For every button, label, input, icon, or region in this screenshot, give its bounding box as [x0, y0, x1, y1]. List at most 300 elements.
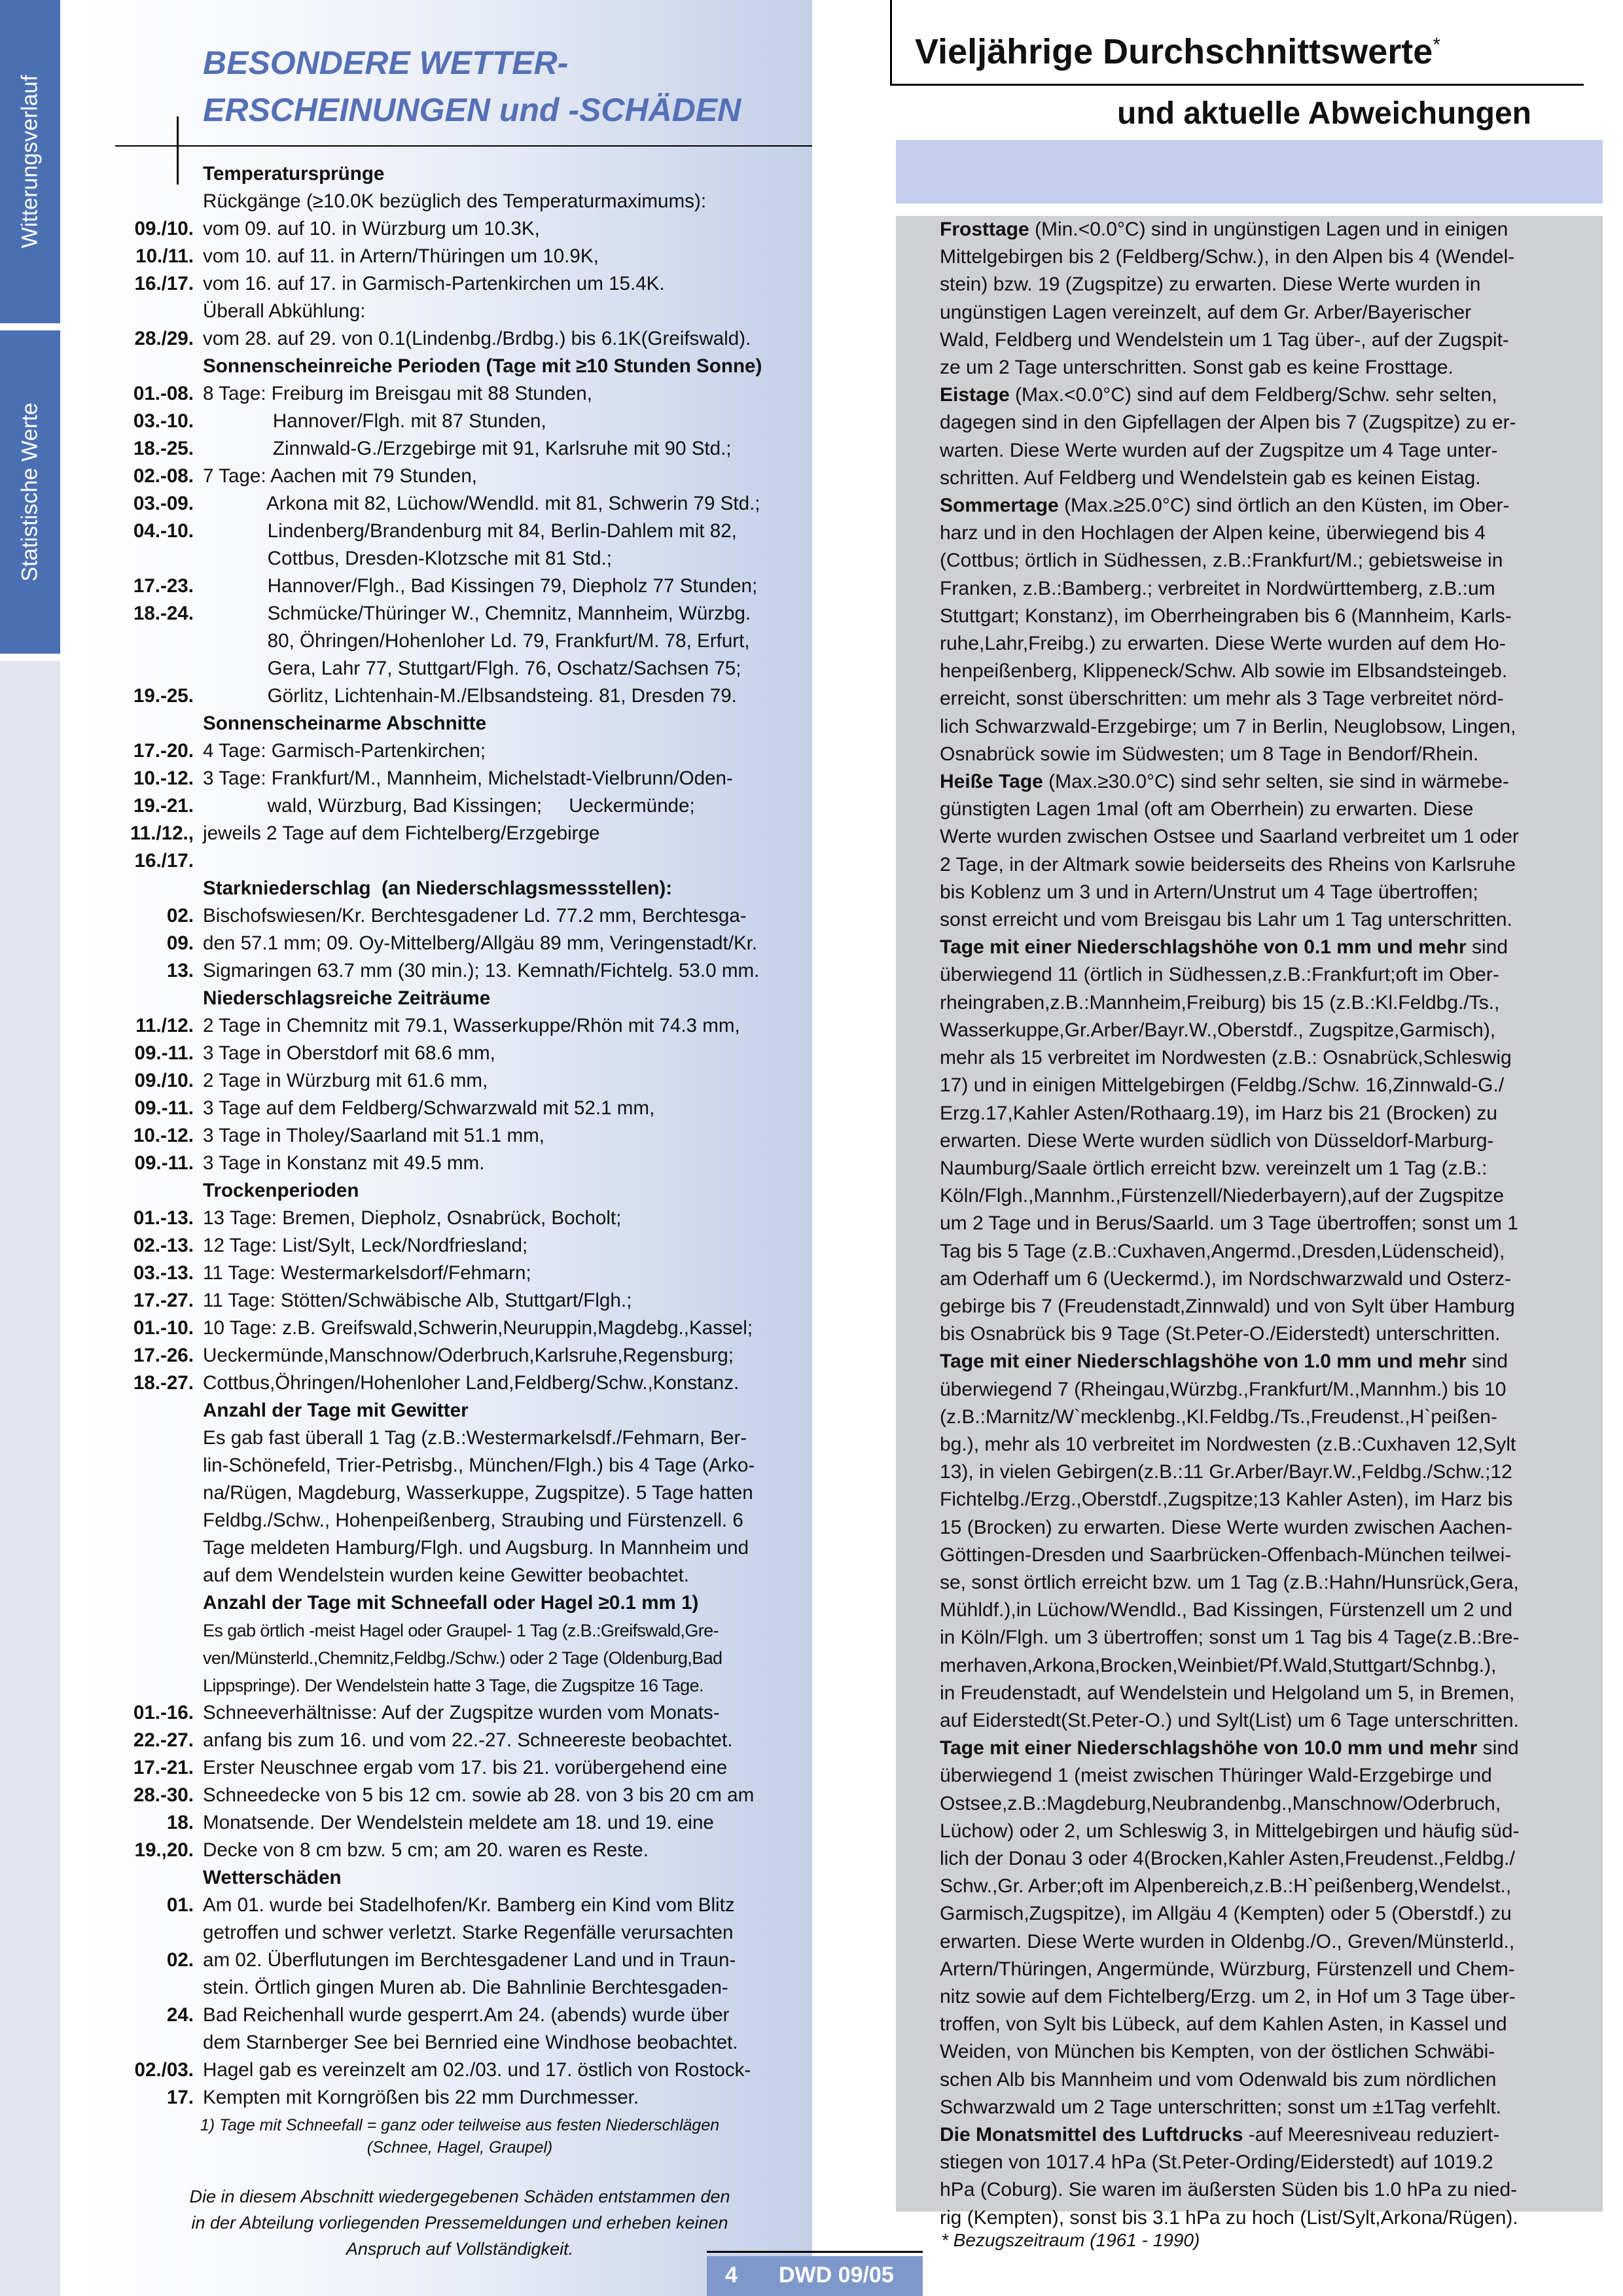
event-text: Es gab örtlich -meist Hagel oder Graupel- 1 Tag (z.B.:Greifswald,Gre-: [203, 1621, 719, 1640]
event-row: [108, 463, 812, 490]
event-text: Kempten mit Korngrößen bis 22 mm Durchmesser.: [203, 2087, 639, 2108]
event-text: Schneedecke von 5 bis 12 cm. sowie ab 28. von 3 bis 20 cm am: [203, 1784, 755, 1806]
subsection-heading: Trockenperioden: [203, 1180, 359, 1201]
event-text: am 02. Überflutungen im Berchtesgadener Land und in Traun-: [203, 1949, 736, 1971]
subsection-heading: Sonnenscheinreiche Perioden (Tage mit ≥10 Stunden Sonne): [203, 355, 762, 377]
event-text: 8 Tage: Freiburg im Breisgau mit 88 Stunden,: [203, 383, 592, 404]
stats-line: troffen, von Sylt bis Lübeck, auf dem Kahlen Asten, in Kassel und: [940, 2013, 1507, 2036]
event-text: 3 Tage in Konstanz mit 49.5 mm.: [203, 1152, 485, 1174]
date-label: [108, 875, 203, 902]
event-row: [108, 1864, 812, 1892]
event-row: [108, 1562, 812, 1589]
event-text: Arkona mit 82, Lüchow/Wendld. mit 81, Schwerin 79 Std.;: [203, 493, 760, 514]
event-row: [108, 1589, 812, 1617]
event-text: Am 01. wurde bei Stadelhofen/Kr. Bamberg ein Kind vom Blitz: [203, 1894, 735, 1916]
stats-line: harz und in den Hochlagen der Alpen keine, überwiegend bis 4: [940, 522, 1486, 544]
stats-line: gebirge bis 7 (Freudenstadt,Zinnwald) und von Sylt über Hamburg: [940, 1295, 1515, 1317]
event-text: 3 Tage: Frankfurt/M., Mannheim, Michelstadt-Vielbrunn/Oden-: [203, 768, 733, 789]
event-text: 4 Tage: Garmisch-Partenkirchen;: [203, 740, 486, 762]
stats-line: Eistage (Max.<0.0°C) sind auf dem Feldberg/Schw. sehr selten,: [940, 384, 1497, 406]
event-text: Rückgänge (≥10.0K bezüglich des Temperaturmaximums):: [203, 190, 707, 212]
side-strip: [0, 661, 60, 2296]
issue-label: DWD 09/05: [779, 2263, 894, 2287]
header-bar: [896, 140, 1603, 203]
event-text: Erster Neuschnee ergab vom 17. bis 21. vorübergehend eine: [203, 1757, 728, 1778]
stats-line: Tage mit einer Niederschlagshöhe von 0.1 mm und mehr sind: [940, 936, 1508, 959]
stats-line: Köln/Flgh.,Mannhm.,Fürstenzell/Niederbayern),auf der Zugspitze: [940, 1185, 1505, 1207]
event-row: [108, 1232, 812, 1260]
event-text: Hagel gab es vereinzelt am 02./03. und 17. östlich von Rostock-: [203, 2059, 751, 2081]
subsection-heading: Anzahl der Tage mit Gewitter: [203, 1400, 469, 1421]
right-subtitle: und aktuelle Abweichungen: [1117, 96, 1531, 131]
stats-line: dagegen sind in den Gipfellagen der Alpen bis 7 (Zugspitze) zu er-: [940, 412, 1516, 434]
footnote-line: 1) Tage mit Schneefall = ganz oder teilweise aus festen Niederschlägen: [200, 2116, 720, 2134]
stats-line: Naumburg/Saale örtlich erreicht bzw. vereinzelt um 1 Tag (z.B.:: [940, 1157, 1488, 1179]
stats-line: Wald, Feldberg und Wendelstein um 1 Tag über-, auf der Zugspit-: [940, 328, 1509, 351]
stats-line: günstigten Lagen 1mal (oft am Oberrhein) zu erwarten. Diese: [940, 798, 1474, 821]
stats-line: am Oderhaff um 6 (Ueckermd.), im Nordschwarzwald und Osterz-: [940, 1267, 1512, 1290]
event-text: Lippspringe). Der Wendelstein hatte 3 Tage, die Zugspitze 16 Tage.: [203, 1676, 704, 1695]
event-text: wald, Würzburg, Bad Kissingen; Ueckermünde;: [203, 795, 695, 817]
event-text: Schneeverhältnisse: Auf der Zugspitze wurden vom Monats-: [203, 1702, 720, 1723]
event-row: [108, 435, 812, 463]
event-row: [108, 1782, 812, 1809]
stats-line: Mittelgebirgen bis 2 (Feldberg/Schw.), in den Alpen bis 4 (Wendel-: [940, 246, 1515, 268]
date-label: [108, 160, 203, 188]
event-text: 3 Tage in Oberstdorf mit 68.6 mm,: [203, 1042, 495, 1064]
date-label: 10./11.: [135, 245, 194, 267]
stats-line: warten. Diese Werte wurden auf der Zugspitze um 4 Tage unter-: [940, 439, 1498, 461]
event-row: [108, 1397, 812, 1424]
date-label: 28./29.: [134, 328, 194, 349]
stats-line: merhaven,Arkona,Brocken,Weinbiet/Pf.Wald,Stuttgart/Schnbg.),: [940, 1654, 1497, 1676]
stats-line: henpeißenberg, Klippeneck/Schw. Alb sowie im Elbsandsteingeb.: [940, 660, 1508, 682]
date-label: 19.-25.: [133, 685, 194, 707]
event-row: [108, 573, 812, 600]
stats-line: se, sonst örtlich erreicht bzw. um 1 Tag (z.B.:Hahn/Hunsrück,Gera,: [940, 1571, 1519, 1593]
stats-line: Ostsee,z.B.:Magdeburg,Neubrandenbg.,Manschnow/Oderbruch,: [940, 1792, 1501, 1814]
stats-line: bg.), mehr als 10 verbreitet im Nordwesten (z.B.:Cuxhaven 12,Sylt: [940, 1433, 1516, 1455]
event-row: [108, 1040, 812, 1067]
event-row: [108, 215, 812, 243]
event-row: [108, 490, 812, 518]
event-row: [108, 1205, 812, 1232]
event-row: [108, 1287, 812, 1315]
event-text: [203, 847, 812, 875]
event-row: [108, 1507, 812, 1534]
event-text: 13 Tage: Bremen, Diepholz, Osnabrück, Bocholt;: [203, 1207, 622, 1229]
event-row: [108, 1122, 812, 1150]
date-label: 17.-26.: [133, 1345, 194, 1366]
stats-line: ungünstigen Lagen vereinzelt, auf dem Gr. Arber/Bayerischer: [940, 301, 1472, 323]
stats-line: lich der Donau 3 oder 4(Brocken,Kahler Asten,Freudenst.,Feldbg./: [940, 1847, 1515, 1869]
stats-line: sonst erreicht und vom Breisgau bis Lahr um 1 Tag unterschritten.: [940, 909, 1512, 931]
date-label: 01.: [166, 1894, 194, 1916]
event-row: [108, 2084, 812, 2111]
stats-line: in Köln/Flgh. um 3 übertroffen; sonst um 1 Tag bis 4 Tage(z.B.:Bre-: [940, 1627, 1520, 1649]
event-text: Ueckermünde,Manschnow/Oderbruch,Karlsruhe,Regensburg;: [203, 1345, 734, 1366]
date-label: 17.-27.: [133, 1290, 194, 1311]
event-row: [108, 1919, 812, 1947]
event-row: [108, 1315, 812, 1342]
event-row: [108, 1095, 812, 1122]
event-row: [108, 270, 812, 298]
event-row: [108, 1644, 812, 1672]
event-row: [108, 1672, 812, 1699]
stats-line: in Freudenstadt, auf Wendelstein und Helgoland um 5, in Bremen,: [940, 1682, 1515, 1704]
date-label: [108, 545, 203, 573]
stats-line: Artern/Thüringen, Angermünde, Würzburg, Fürstenzell und Chem-: [940, 1958, 1515, 1980]
event-row: [108, 792, 812, 820]
stats-line: Heiße Tage (Max.≥30.0°C) sind sehr selten, sie sind in wärmebe-: [940, 771, 1509, 793]
stats-line: Mühldf.),in Lüchow/Wendld., Bad Kissingen, Fürstenzell um 2 und: [940, 1599, 1512, 1621]
event-row: [108, 188, 812, 215]
event-row: [108, 2029, 812, 2057]
date-label: [108, 1589, 203, 1617]
date-label: 17.: [166, 2087, 194, 2108]
event-text: 11 Tage: Stötten/Schwäbische Alb, Stuttgart/Flgh.;: [203, 1290, 632, 1311]
event-text: 2 Tage in Chemnitz mit 79.1, Wasserkuppe/Rhön mit 74.3 mm,: [203, 1015, 740, 1036]
event-row: [108, 1369, 812, 1397]
date-label: 02.: [166, 905, 194, 927]
event-row: [108, 2057, 812, 2084]
date-label: [108, 1617, 203, 1644]
event-row: [108, 765, 812, 792]
event-text: dem Starnberger See bei Bernried eine Windhose beobachtet.: [203, 2032, 738, 2053]
event-row: [108, 1452, 812, 1479]
date-label: 09.: [166, 932, 194, 954]
stats-line: 2 Tage, in der Altmark sowie beiderseits des Rheins von Karlsruhe: [940, 853, 1516, 875]
subsection-heading: Anzahl der Tage mit Schneefall oder Hagel ≥0.1 mm 1): [203, 1592, 699, 1614]
date-label: [108, 188, 203, 215]
date-label: 11./12.,: [130, 822, 194, 844]
divider: [890, 84, 1584, 86]
stats-line: (z.B.:Marnitz/W`mecklenbg.,Kl.Feldbg./Ts.,Freudenst.,H`peißen-: [940, 1405, 1497, 1428]
date-label: [108, 1672, 203, 1699]
divider: [890, 0, 892, 85]
date-label: 18.-27.: [133, 1372, 194, 1394]
event-row: [108, 518, 812, 545]
disclaimer-line: Anspruch auf Vollständigkeit.: [346, 2239, 574, 2259]
date-label: [108, 1864, 203, 1892]
event-row: [108, 682, 812, 710]
stats-line: 15 (Brocken) zu erwarten. Diese Werte wurden zwischen Aachen-: [940, 1516, 1512, 1538]
event-text: vom 09. auf 10. in Würzburg um 10.3K,: [203, 218, 540, 239]
event-row: [108, 1947, 812, 1974]
event-row: [108, 820, 812, 847]
event-text: Zinnwald-G./Erzgebirge mit 91, Karlsruhe mit 90 Std.;: [203, 438, 732, 459]
event-row: [108, 847, 812, 875]
event-text: Decke von 8 cm bzw. 5 cm; am 20. waren es Reste.: [203, 1839, 649, 1861]
event-row: [108, 600, 812, 627]
event-text: Gera, Lahr 77, Stuttgart/Flgh. 76, Oschatz/Sachsen 75;: [203, 658, 741, 679]
event-row: [108, 408, 812, 435]
date-label: 18.-25.: [133, 438, 194, 459]
divider: [707, 2251, 923, 2253]
date-label: 02.-13.: [133, 1235, 194, 1256]
date-label: 19.,20.: [134, 1839, 194, 1861]
event-row: [108, 325, 812, 353]
event-text: na/Rügen, Magdeburg, Wasserkuppe, Zugspitze). 5 Tage hatten: [203, 1482, 753, 1504]
event-row: [108, 930, 812, 957]
event-text: Hannover/Flgh., Bad Kissingen 79, Diepholz 77 Stunden;: [203, 575, 758, 597]
event-text: Bad Reichenhall wurde gesperrt.Am 24. (abends) wurde über: [203, 2004, 730, 2026]
subsection-heading: Starkniederschlag (an Niederschlagsmessstellen):: [203, 877, 673, 899]
section-title: [203, 39, 792, 133]
tab-label: Statistische Werte: [17, 402, 43, 582]
event-row: [108, 1177, 812, 1205]
weather-events-list: [108, 160, 812, 2262]
event-row: [108, 2002, 812, 2029]
stats-line: stiegen von 1017.4 hPa (St.Peter-Ording/Eiderstedt) auf 1019.2: [940, 2151, 1493, 2174]
event-text: 80, Öhringen/Hohenloher Ld. 79, Frankfurt/M. 78, Erfurt,: [203, 630, 750, 652]
date-label: [108, 985, 203, 1012]
stats-line: auf Eiderstedt(St.Peter-O.) und Sylt(List) um 6 Tage unterschritten.: [940, 1709, 1519, 1731]
date-label: [108, 655, 203, 682]
date-label: 10.-12.: [133, 768, 194, 789]
event-row: [108, 1617, 812, 1644]
date-label: 03.-09.: [133, 493, 194, 514]
date-label: [108, 1534, 203, 1562]
date-label: [108, 1479, 203, 1507]
stats-line: schen Alb bis Mannheim und vom Odenwald bis zum nördlichen: [940, 2068, 1497, 2091]
event-text: vom 16. auf 17. in Garmisch-Partenkirchen um 15.4K.: [203, 273, 665, 294]
event-row: [108, 985, 812, 1012]
stats-line: ze um 2 Tage unterschritten. Sonst gab es keine Frosttage.: [940, 357, 1454, 379]
stats-line: Weiden, von München bis Kempten, von der östlichen Schwäbi-: [940, 2041, 1495, 2063]
date-label: 09.-11.: [134, 1097, 194, 1119]
stats-line: mehr als 15 verbreitet im Nordwesten (z.B.: Osnabrück,Schleswig: [940, 1047, 1512, 1069]
stats-line: Stuttgart; Konstanz), im Oberrheingraben bis 6 (Mannheim, Karls-: [940, 605, 1512, 627]
date-label: 09.-11.: [134, 1152, 194, 1174]
date-label: [108, 1507, 203, 1534]
footnote: [108, 2114, 812, 2159]
event-row: [108, 1534, 812, 1562]
event-row: [108, 627, 812, 655]
stats-line: Osnabrück sowie im Südwesten; um 8 Tage in Bendorf/Rhein.: [940, 743, 1479, 765]
event-text: getroffen und schwer verletzt. Starke Regenfälle verursachten: [203, 1922, 734, 1943]
event-row: [108, 1012, 812, 1040]
event-text: ven/Münsterld.,Chemnitz,Feldbg./Schw.) oder 2 Tage (Oldenburg,Bad: [203, 1648, 722, 1668]
stats-line: überwiegend 1 (meist zwischen Thüringer Wald-Erzgebirge und: [940, 1765, 1492, 1787]
date-label: [108, 1974, 203, 2002]
stats-line: Tag bis 5 Tage (z.B.:Cuxhaven,Angermd.,Dresden,Lüdenscheid),: [940, 1240, 1505, 1262]
event-text: jeweils 2 Tage auf dem Fichtelberg/Erzgebirge: [203, 822, 600, 844]
event-text: Görlitz, Lichtenhain-M./Elbsandsteing. 81, Dresden 79.: [203, 685, 737, 707]
event-row: [108, 957, 812, 985]
date-label: 04.-10.: [133, 520, 194, 542]
event-text: Hannover/Flgh. mit 87 Stunden,: [203, 410, 546, 432]
stats-line: Garmisch,Zugspitze), im Allgäu 4 (Kempten) oder 5 (Oberstdf.) zu: [940, 1903, 1512, 1925]
date-label: 09./10.: [134, 218, 194, 239]
subsection-heading: Temperatursprünge: [203, 163, 385, 185]
event-row: [108, 710, 812, 737]
right-title: [915, 31, 1504, 72]
event-text: Cottbus, Dresden-Klotzsche mit 81 Std.;: [203, 548, 613, 569]
stats-line: Tage mit einer Niederschlagshöhe von 1.0 mm und mehr sind: [940, 1351, 1508, 1373]
event-text: lin-Schönefeld, Trier-Petrisbg., München/Flgh.) bis 4 Tage (Arko-: [203, 1455, 755, 1476]
date-label: 16./17.: [134, 850, 194, 872]
event-text: Cottbus,Öhringen/Hohenloher Land,Feldberg/Schw.,Konstanz.: [203, 1372, 740, 1394]
event-row: [108, 545, 812, 573]
stats-line: überwiegend 11 (örtlich in Südhessen,z.B.:Frankfurt;oft im Ober-: [940, 964, 1499, 986]
event-text: 2 Tage in Würzburg mit 61.6 mm,: [203, 1070, 488, 1091]
event-row: [108, 298, 812, 325]
event-row: [108, 902, 812, 930]
date-label: [108, 1177, 203, 1205]
date-label: 18.: [166, 1812, 194, 1833]
event-row: [108, 1150, 812, 1177]
stats-line: bis Koblenz um 3 und in Artern/Unstrut um 4 Tage übertroffen;: [940, 881, 1478, 903]
event-text: Lindenberg/Brandenburg mit 84, Berlin-Dahlem mit 82,: [203, 520, 737, 542]
date-label: 17.-23.: [133, 575, 194, 597]
footnote-line: (Schnee, Hagel, Graupel): [366, 2138, 553, 2157]
event-row: [108, 1727, 812, 1754]
date-label: [108, 1919, 203, 1947]
stats-line: Schwarzwald um 2 Tage unterschritten; sonst um ±1Tag verfehlt.: [940, 2096, 1501, 2118]
date-label: 01.-10.: [133, 1317, 194, 1339]
stats-line: Erzg.17,Kahler Asten/Rothaarg.19), im Harz bis 21 (Brocken) zu: [940, 1102, 1498, 1124]
event-rows: [108, 160, 812, 2111]
stats-line: Sommertage (Max.≥25.0°C) sind örtlich an den Küsten, im Ober-: [940, 495, 1510, 517]
date-label: 01.-08.: [133, 383, 194, 404]
event-text: 12 Tage: List/Sylt, Leck/Nordfriesland;: [203, 1235, 528, 1256]
date-label: [108, 1562, 203, 1589]
subsection-heading: Niederschlagsreiche Zeiträume: [203, 987, 491, 1009]
event-row: [108, 1837, 812, 1864]
event-text: 3 Tage auf dem Feldberg/Schwarzwald mit 52.1 mm,: [203, 1097, 655, 1119]
event-text: 10 Tage: z.B. Greifswald,Schwerin,Neuruppin,Magdebg.,Kassel;: [203, 1317, 753, 1339]
stats-line: erwarten. Diese Werte wurden südlich von Düsseldorf-Marburg-: [940, 1129, 1494, 1152]
date-label: 19.-21.: [133, 795, 194, 817]
event-text: Tage meldeten Hamburg/Flgh. und Augsburg. In Mannheim und: [203, 1537, 749, 1559]
date-label: 03.-10.: [133, 410, 194, 432]
event-row: [108, 1067, 812, 1095]
event-text: den 57.1 mm; 09. Oy-Mittelberg/Allgäu 89 mm, Veringenstadt/Kr.: [203, 932, 758, 954]
event-row: [108, 353, 812, 380]
date-label: 16./17.: [134, 273, 194, 294]
date-label: [108, 1424, 203, 1452]
tab-label: Witterungsverlauf: [17, 75, 43, 249]
event-text: Sigmaringen 63.7 mm (30 min.); 13. Kemnath/Fichtelg. 53.0 mm.: [203, 960, 760, 981]
date-label: 02.: [166, 1949, 194, 1971]
stats-line: Tage mit einer Niederschlagshöhe von 10.0 mm und mehr sind: [940, 1737, 1519, 1759]
disclaimer-line: Die in diesem Abschnitt wiedergegebenen Schäden entstammen den: [189, 2187, 730, 2206]
event-text: Es gab fast überall 1 Tag (z.B.:Westermarkelsdf./Fehmarn, Ber-: [203, 1427, 747, 1449]
event-row: [108, 1342, 812, 1369]
date-label: [108, 353, 203, 380]
stats-line: Die Monatsmittel des Luftdrucks -auf Meeresniveau reduziert-: [940, 2124, 1500, 2146]
date-label: 11./12.: [135, 1015, 194, 1036]
stats-line: Lüchow) oder 2, um Schleswig 3, in Mittelgebirgen und häufig süd-: [940, 1820, 1520, 1842]
date-label: [108, 1452, 203, 1479]
event-text: Monatsende. Der Wendelstein meldete am 18. und 19. eine: [203, 1812, 714, 1833]
date-label: [108, 627, 203, 655]
stats-line: erreicht, sonst überschritten: um mehr als 3 Tage verbreitet nörd-: [940, 688, 1504, 710]
stats-line: um 2 Tage und in Berus/Saarld. um 3 Tage übertroffen; sonst um 1: [940, 1212, 1518, 1235]
title-line: BESONDERE WETTER-: [203, 44, 569, 81]
date-label: [108, 1644, 203, 1672]
event-row: [108, 243, 812, 270]
stats-line: nitz sowie auf dem Fichtelberg/Erzg. um 2, in Hof um 3 Tage über-: [940, 1986, 1516, 2007]
event-text: Feldbg./Schw., Hohenpeißenberg, Straubing und Fürstenzell. 6: [203, 1510, 743, 1531]
event-text: Bischofswiesen/Kr. Berchtesgadener Ld. 77.2 mm, Berchtesga-: [203, 905, 747, 927]
stats-line: ruhe,Lahr,Freibg.) zu erwarten. Diese Werte wurden auf dem Ho-: [940, 633, 1506, 655]
reference-period-note: * Bezugszeitraum (1961 - 1990): [941, 2230, 1200, 2250]
date-label: 01.-13.: [133, 1207, 194, 1229]
divider: [115, 145, 812, 147]
event-row: [108, 1974, 812, 2002]
event-row: [108, 1424, 812, 1452]
page-number: 4: [725, 2263, 738, 2287]
stats-line: 13), in vielen Gebirgen(z.B.:11 Gr.Arber/Bayr.W.,Feldbg./Schw.;12: [940, 1461, 1512, 1483]
date-label: 17.-20.: [133, 740, 194, 762]
tab-witterungsverlauf[interactable]: [0, 0, 60, 323]
title-line: ERSCHEINUNGEN und -SCHÄDEN: [203, 92, 741, 128]
subsection-heading: Sonnenscheinarme Abschnitte: [203, 713, 487, 734]
stats-line: Franken, z.B.:Bamberg.; verbreitet in Nordwürttemberg, z.B.:um: [940, 577, 1495, 599]
stats-line: erwarten. Diese Werte wurden in Oldenbg./O., Greven/Münsterld.,: [940, 1930, 1515, 1952]
tab-statistische-werte[interactable]: [0, 330, 60, 654]
stats-line: lich Schwarzwald-Erzgebirge; um 7 in Berlin, Neuglobsow, Lingen,: [940, 715, 1516, 737]
event-row: [108, 1809, 812, 1837]
event-row: [108, 1754, 812, 1782]
date-label: 09./10.: [134, 1070, 194, 1091]
stats-line: stein) bzw. 19 (Zugspitze) zu erwarten. Diese Werte wurden in: [940, 274, 1481, 296]
date-label: 01.-16.: [133, 1702, 194, 1723]
stats-line: schritten. Auf Feldberg und Wendelstein gab es keinen Eistag.: [940, 467, 1481, 489]
stats-line: Werte wurden zwischen Ostsee und Saarland verbreitet um 1 oder: [940, 826, 1519, 848]
date-label: 03.-13.: [133, 1262, 194, 1284]
event-text: Schmücke/Thüringer W., Chemnitz, Mannheim, Würzbg.: [203, 603, 751, 624]
event-row: [108, 1260, 812, 1287]
date-label: 13.: [166, 960, 194, 981]
date-label: 09.-11.: [134, 1042, 194, 1064]
event-text: stein. Örtlich gingen Muren ab. Die Bahnlinie Berchtesgaden-: [203, 1977, 728, 1998]
asterisk-mark: *: [1433, 34, 1440, 56]
date-label: 02./03.: [134, 2059, 194, 2081]
event-text: anfang bis zum 16. und vom 22.-27. Schneereste beobachtet.: [203, 1729, 733, 1751]
event-text: 7 Tage: Aachen mit 79 Stunden,: [203, 465, 478, 487]
stats-line: Wasserkuppe,Gr.Arber/Bayr.W.,Oberstdf., Zugspitze,Garmisch),: [940, 1019, 1496, 1041]
event-text: 11 Tage: Westermarkelsdorf/Fehmarn;: [203, 1262, 531, 1284]
stats-line: hPa (Coburg). Sie waren im äußersten Süden bis 1.0 hPa zu nied-: [940, 2179, 1518, 2201]
event-text: vom 10. auf 11. in Artern/Thüringen um 10.9K,: [203, 245, 599, 267]
disclaimer: [108, 2183, 812, 2262]
date-label: 18.-24.: [133, 603, 194, 624]
date-label: 17.-21.: [133, 1757, 194, 1778]
stats-text: [940, 216, 1597, 2232]
stats-line: Fichtelbg./Erzg.,Oberstdf.,Zugspitze;13 Kahler Asten), im Harz bis: [940, 1489, 1513, 1511]
date-label: 02.-08.: [133, 465, 194, 487]
date-label: 10.-12.: [133, 1125, 194, 1146]
stats-line: überwiegend 7 (Rheingau,Würzbg.,Frankfurt/M.,Mannhm.) bis 10: [940, 1378, 1507, 1400]
date-label: 22.-27.: [133, 1729, 194, 1751]
event-row: [108, 1699, 812, 1727]
event-row: [108, 1479, 812, 1507]
page-footer: [707, 2256, 923, 2296]
event-text: 3 Tage in Tholey/Saarland mit 51.1 mm,: [203, 1125, 545, 1146]
event-row: [108, 1892, 812, 1919]
event-text: auf dem Wendelstein wurden keine Gewitter beobachtet.: [203, 1564, 690, 1586]
title-text: Vieljährige Durchschnittswerte: [915, 32, 1433, 71]
event-text: Überall Abkühlung:: [203, 300, 366, 322]
event-row: [108, 655, 812, 682]
stats-line: Göttingen-Dresden und Saarbrücken-Offenbach-München teilwei-: [940, 1544, 1512, 1566]
stats-line: 17) und in einigen Mittelgebirgen (Feldbg./Schw. 16,Zinnwald-G./: [940, 1074, 1505, 1097]
date-label: 28.-30.: [133, 1784, 194, 1806]
date-label: [108, 1397, 203, 1424]
